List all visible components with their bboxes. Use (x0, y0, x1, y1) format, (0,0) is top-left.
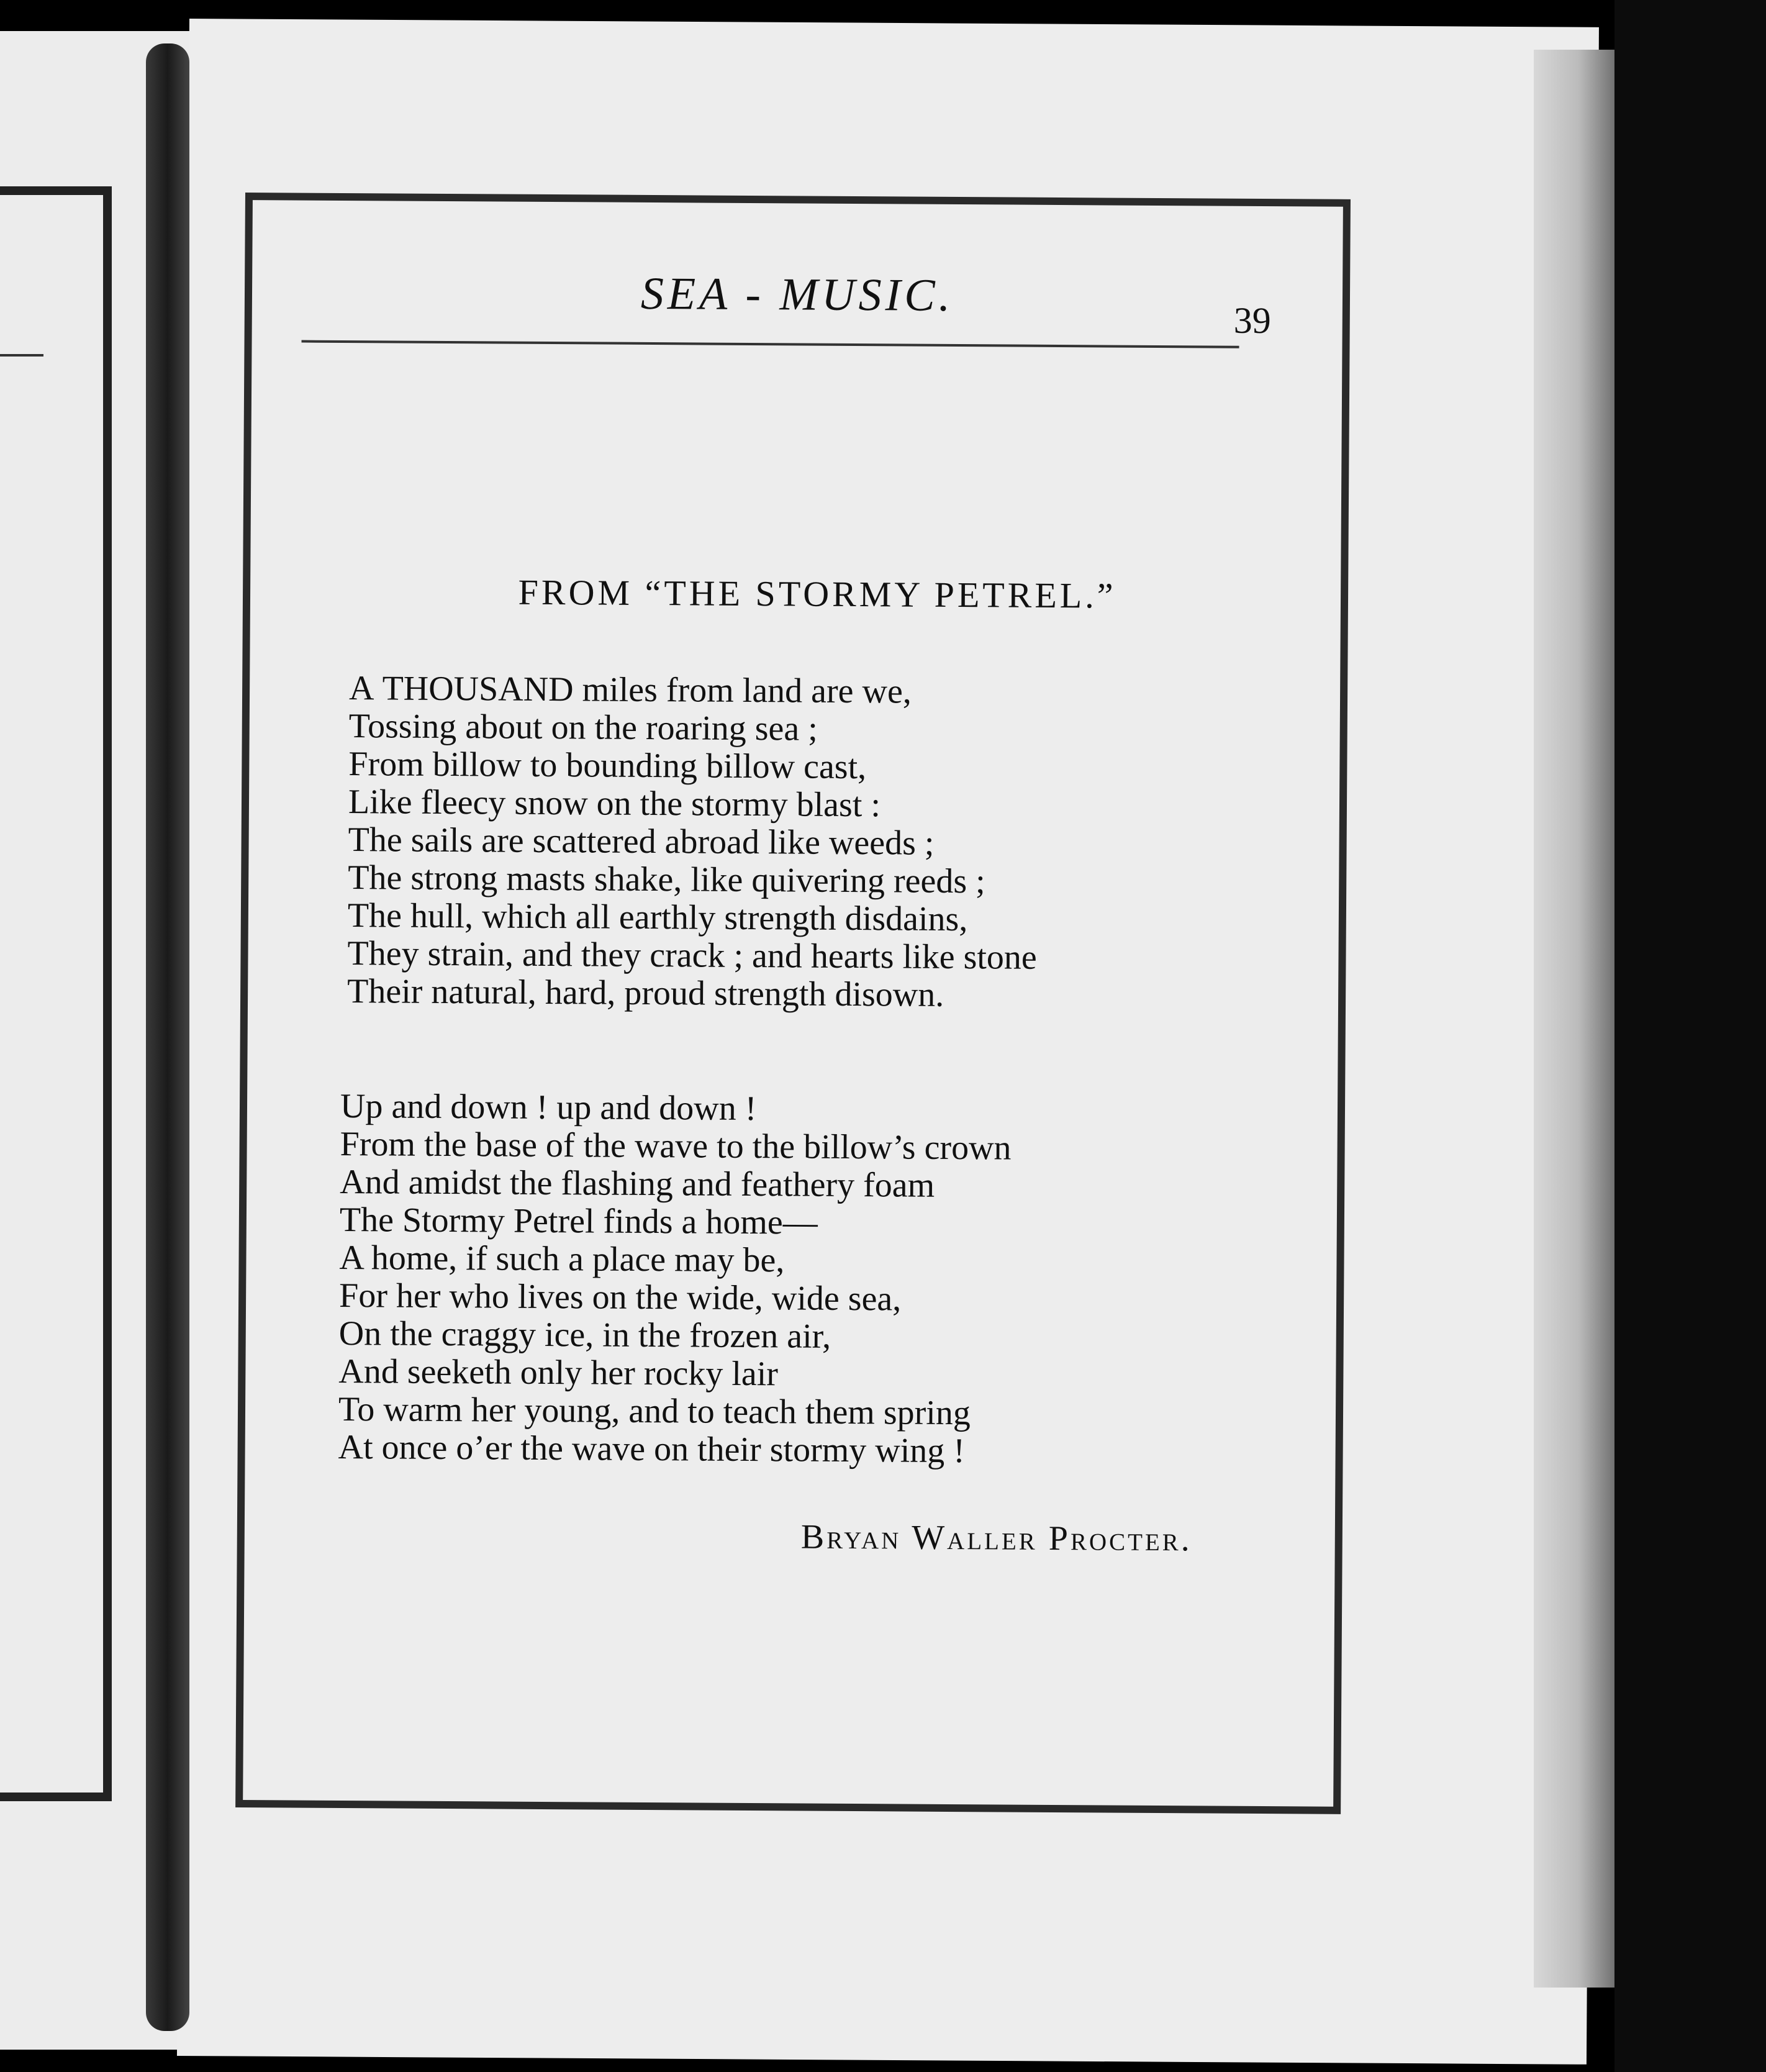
poem-line: And seeketh only her rocky lair (338, 1352, 779, 1394)
page-number: 39 (1233, 299, 1271, 342)
poem-title: FROM “THE STORMY PETREL.” (518, 571, 1116, 616)
poem-line: To warm her young, and to teach them spring (338, 1389, 971, 1433)
page-border (235, 193, 1351, 1814)
poem-line: They strain, and they crack ; and hearts like stone (347, 934, 1037, 977)
poem-line: The Stormy Petrel finds a home— (339, 1200, 818, 1242)
poem-line: The sails are scattered abroad like weeds ; (348, 820, 935, 863)
small-caps-word: THOUSAND (374, 669, 574, 709)
poem-line: The strong masts shake, like quivering reeds ; (348, 858, 985, 901)
book-cover-edge (1614, 0, 1766, 2072)
poem-line: Like fleecy snow on the stormy blast : (348, 783, 881, 825)
poem-line: And amidst the flashing and feathery foam (340, 1162, 935, 1205)
poem-line (349, 670, 1039, 712)
stanza-2 (338, 1088, 1012, 1471)
poem-line: At once o’er the wave on their stormy wing ! (338, 1427, 966, 1471)
poem-line: On the craggy ice, in the frozen air, (338, 1314, 831, 1356)
header-rule (302, 340, 1239, 348)
facing-page-frame (0, 186, 112, 1801)
poem-line: For her who lives on the wide, wide sea, (338, 1276, 902, 1319)
stanza-1 (347, 670, 1039, 1015)
first-line-rest: miles from land are we, (573, 670, 912, 711)
drop-letter: A (348, 669, 374, 708)
poem-line: From billow to bounding billow cast, (348, 745, 867, 787)
poem-line: A home, if such a place may be, (339, 1238, 785, 1280)
poem-line: Tossing about on the roaring sea ; (348, 707, 818, 748)
poem-line: The hull, which all earthly strength disdains, (347, 896, 968, 939)
book-gutter (146, 43, 189, 2031)
poem-line: From the base of the wave to the billow’s crown (340, 1124, 1012, 1168)
running-head: SEA - MUSIC. (640, 268, 954, 321)
poem-line: Up and down ! up and down ! (340, 1086, 757, 1129)
poem-line: Their natural, hard, proud strength disown. (346, 972, 944, 1014)
poem-author: Bryan Waller Procter. (800, 1517, 1192, 1559)
facing-page-rule (0, 354, 43, 357)
